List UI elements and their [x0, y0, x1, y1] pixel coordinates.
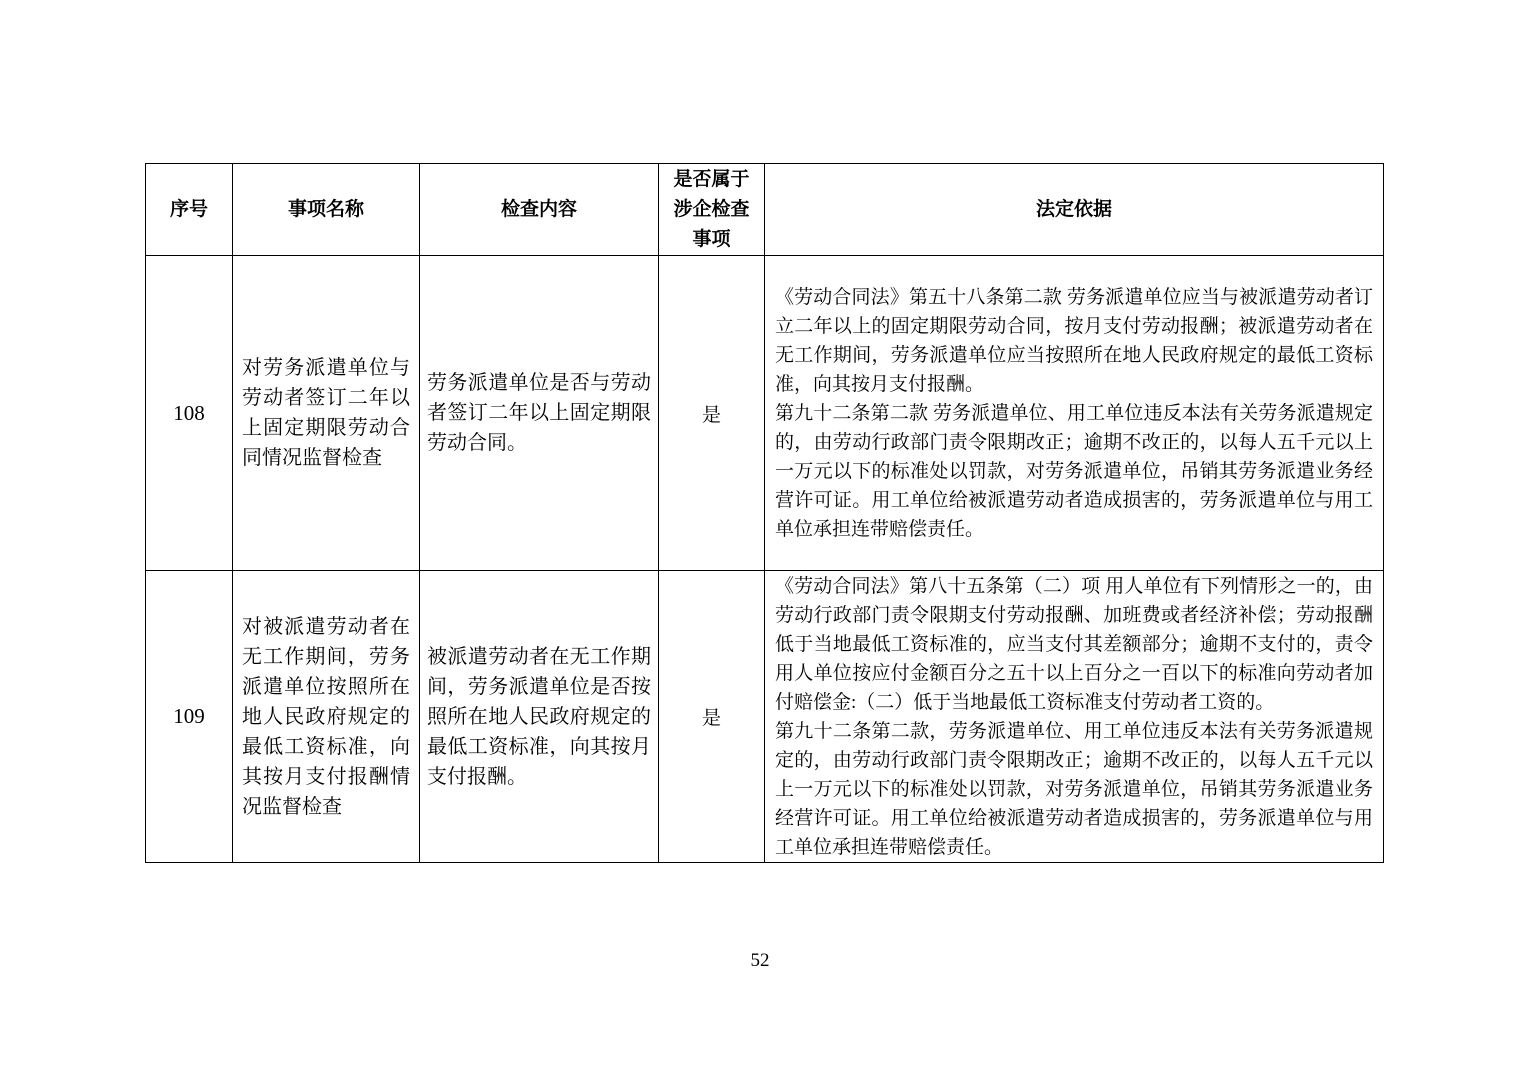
legal-basis-paragraph: 第九十二条第二款 劳务派遣单位、用工单位违反本法有关劳务派遣规定的，由劳动行政部门责令限期改正；逾期不改正的，以每人五千元以上一万元以下的标准处以罚款，对劳务派遣单位，吊销其劳务派遣业务经营许可证。用工单位给被派遣劳动者造成损害的，劳务派遣单位与用工单位承担连带赔偿责任。 [775, 402, 1373, 540]
enterprise-check-flag-cell: 是 [659, 256, 765, 571]
enterprise-check-flag-cell: 是 [659, 571, 765, 863]
page-number: 52 [750, 950, 770, 971]
inspection-items-table [145, 163, 1384, 863]
header-inspection-content: 检查内容 [420, 164, 659, 256]
table-row [146, 256, 1384, 571]
item-name-cell: 对劳务派遣单位与劳动者签订二年以上固定期限劳动合同情况监督检查 [233, 256, 420, 571]
legal-basis-paragraph: 《劳动合同法》第五十八条第二款 劳务派遣单位应当与被派遣劳动者订立二年以上的固定期限劳动合同，按月支付劳动报酬；被派遣劳动者在无工作期间，劳务派遣单位应当按照所在地人民政府规定的最低工资标准，向其按月支付报酬。 [775, 286, 1373, 395]
table-header-row [146, 164, 1384, 256]
legal-basis-paragraph: 第九十二条第二款，劳务派遣单位、用工单位违反本法有关劳务派遣规定的，由劳动行政部门责令限期改正；逾期不改正的，以每人五千元以上一万元以下的标准处以罚款，对劳务派遣单位，吊销其劳务派遣业务经营许可证。用工单位给被派遣劳动者造成损害的，劳务派遣单位与用工单位承担连带赔偿责任。 [775, 720, 1373, 858]
header-item-name: 事项名称 [233, 164, 420, 256]
item-name-cell: 对被派遣劳动者在无工作期间，劳务派遣单位按照所在地人民政府规定的最低工资标准，向其按月支付报酬情况监督检查 [233, 571, 420, 863]
legal-basis-paragraph: 《劳动合同法》第八十五条第（二）项 用人单位有下列情形之一的，由劳动行政部门责令限期支付劳动报酬、加班费或者经济补偿；劳动报酬低于当地最低工资标准的，应当支付其差额部分；逾期不支付的，责令用人单位按应付金额百分之五十以上百分之一百以下的标准向劳动者加付赔偿金:（二）低于当地最低工资标准支付劳动者工资的。 [775, 575, 1373, 713]
legal-basis-cell [765, 256, 1384, 571]
row-serial-number: 108 [146, 256, 233, 571]
row-serial-number: 109 [146, 571, 233, 863]
inspection-content-cell: 被派遣劳动者在无工作期间，劳务派遣单位是否按照所在地人民政府规定的最低工资标准，向其按月支付报酬。 [420, 571, 659, 863]
legal-basis-cell [765, 571, 1384, 863]
header-enterprise-check-flag: 是否属于涉企检查事项 [659, 164, 765, 256]
header-serial-number: 序号 [146, 164, 233, 256]
table-row [146, 571, 1384, 863]
header-legal-basis: 法定依据 [765, 164, 1384, 256]
inspection-content-cell: 劳务派遣单位是否与劳动者签订二年以上固定期限劳动合同。 [420, 256, 659, 571]
